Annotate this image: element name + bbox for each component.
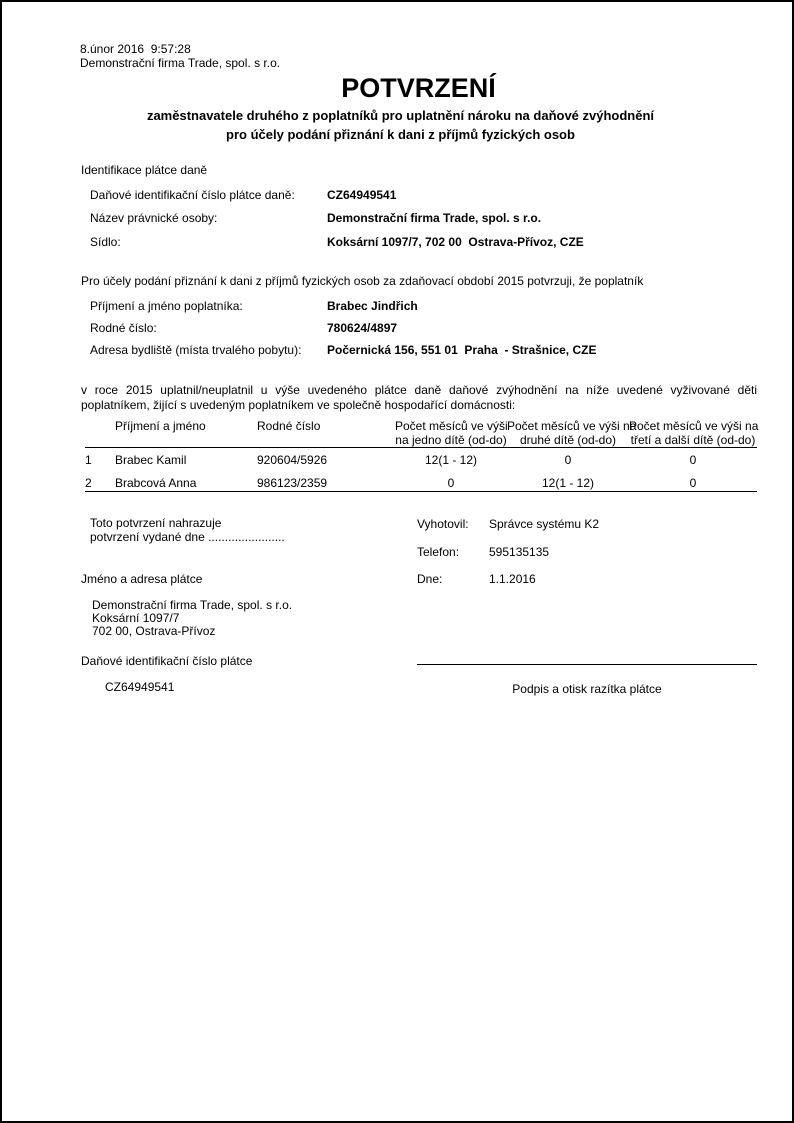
- field-label-registered-office: Sídlo:: [90, 235, 121, 249]
- date-label: Dne:: [417, 572, 443, 586]
- taxpayer-intro: Pro účely podání přiznání k dani z příjmů fyzických osob za zdaňovací období 2015 potvrzuji, že poplatník: [81, 274, 644, 288]
- payer-address-line3: 702 00, Ostrava-Přívoz: [92, 624, 216, 638]
- table-row: [85, 476, 757, 490]
- child-name: Brabec Kamil: [115, 453, 187, 467]
- col-header-birth-number: Rodné číslo: [257, 419, 321, 433]
- table-header-divider: [85, 447, 757, 448]
- replaces-confirmation-line1: Toto potvrzení nahrazuje: [90, 516, 222, 530]
- months-second-child: 12(1 - 12): [541, 476, 595, 490]
- company-header: Demonstrační firma Trade, spol. s r.o.: [80, 56, 281, 70]
- field-value-taxpayer-name: Brabec Jindřich: [327, 299, 418, 313]
- signature-caption: Podpis a otisk razítka plátce: [512, 682, 662, 696]
- page-subtitle-line2: pro účely podání přiznání k dani z příjmů fyzických osob: [226, 127, 575, 142]
- field-label-taxpayer-name: Příjmení a jméno poplatníka:: [90, 299, 243, 313]
- child-birth-number: 920604/5926: [257, 453, 328, 467]
- phone-label: Telefon:: [417, 545, 460, 559]
- field-value-payer-tax-id: CZ64949541: [327, 188, 397, 202]
- child-birth-number: 986123/2359: [257, 476, 328, 490]
- children-claim-paragraph: v roce 2015 uplatnil/neuplatnil u výše uvedeného plátce daně daňové zvýhodnění na níže uvedené vyživované děti poplatníkem, žijící s uvedeným poplatníkem ve společně hospodařící domácnosti:: [81, 383, 757, 412]
- signature-line: [417, 664, 757, 665]
- months-first-child: 12(1 - 12): [424, 453, 478, 467]
- col-header-name: Příjmení a jméno: [115, 419, 206, 433]
- months-second-child: 0: [564, 453, 572, 467]
- field-label-birth-number: Rodné číslo:: [90, 321, 157, 335]
- field-value-residence-address: Počernická 156, 551 01 Praha - Strašnice, CZE: [327, 343, 597, 357]
- col-header-months-third-child: Počet měsíců ve výši na třetí a další dítě (od-do): [629, 419, 759, 447]
- row-number: 2: [85, 476, 92, 490]
- date-value: 1.1.2016: [489, 572, 536, 586]
- months-third-child: 0: [689, 476, 697, 490]
- field-value-legal-entity-name: Demonstrační firma Trade, spol. s r.o.: [327, 211, 542, 225]
- field-value-birth-number: 780624/4897: [327, 321, 398, 335]
- child-name: Brabcová Anna: [115, 476, 197, 490]
- field-label-legal-entity-name: Název právnické osoby:: [90, 211, 218, 225]
- phone-value: 595135135: [489, 545, 550, 559]
- payer-address-line1: Demonstrační firma Trade, spol. s r.o.: [92, 598, 293, 612]
- payer-tax-id-heading: Daňové identifikační číslo plátce: [81, 654, 253, 668]
- children-table-header-row: [85, 419, 757, 447]
- field-label-payer-tax-id: Daňové identifikační číslo plátce daně:: [90, 188, 295, 202]
- payer-tax-id-value: CZ64949541: [105, 680, 175, 694]
- issued-by-label: Vyhotovil:: [417, 517, 469, 531]
- months-third-child: 0: [689, 453, 697, 467]
- page-subtitle-line1: zaměstnavatele druhého z poplatníků pro uplatnění nároku na daňové zvýhodnění: [146, 108, 655, 123]
- table-row: [85, 453, 757, 467]
- issued-by-value: Správce systému K2: [489, 517, 600, 531]
- field-label-residence-address: Adresa bydliště (místa trvalého pobytu):: [90, 343, 302, 357]
- field-value-registered-office: Koksární 1097/7, 702 00 Ostrava-Přívoz, CZE: [327, 235, 584, 249]
- table-bottom-divider: [85, 491, 757, 492]
- payer-address-line2: Koksární 1097/7: [92, 611, 180, 625]
- payer-name-address-heading: Jméno a adresa plátce: [81, 572, 203, 586]
- col-header-months-first-child: Počet měsíců ve výši na jedno dítě (od-do): [395, 419, 508, 447]
- replaces-confirmation-line2: potvrzení vydané dne .......................: [90, 530, 285, 544]
- section-heading-payer-identification: Identifikace plátce daně: [81, 163, 208, 177]
- print-timestamp: 8.únor 2016 9:57:28: [80, 42, 191, 56]
- col-header-months-second-child: Počet měsíců ve výši na druhé dítě (od-do): [507, 419, 637, 447]
- page-title: POTVRZENÍ: [341, 73, 496, 103]
- row-number: 1: [85, 453, 92, 467]
- months-first-child: 0: [447, 476, 455, 490]
